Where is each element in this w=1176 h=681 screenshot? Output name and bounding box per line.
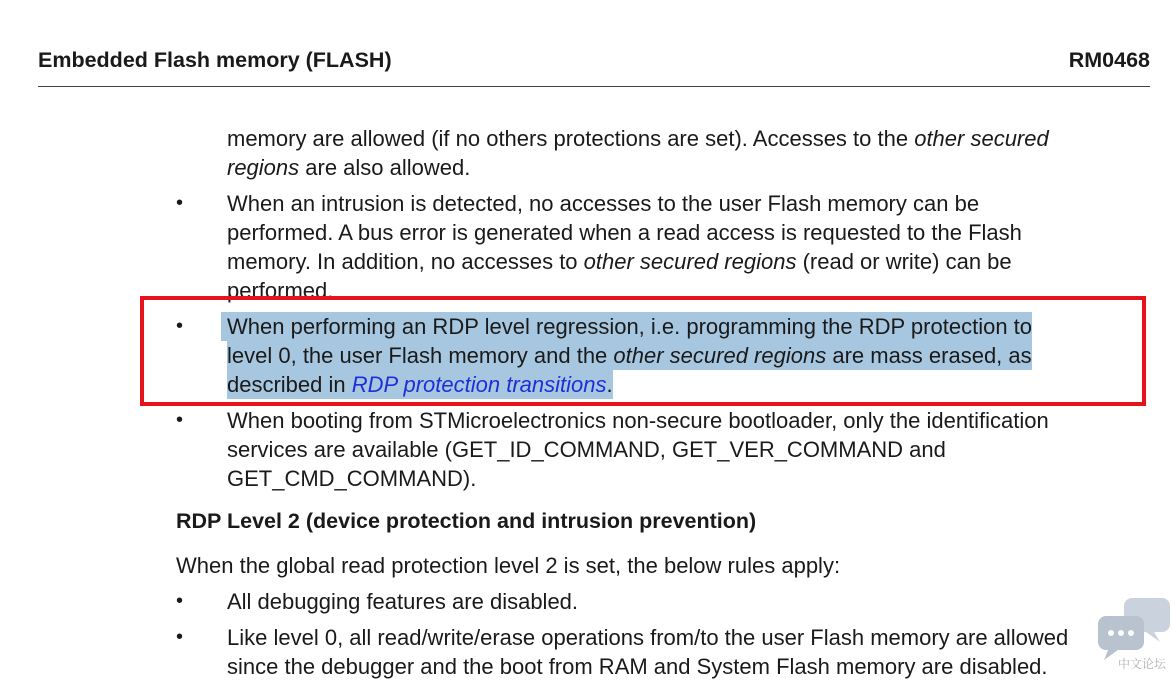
list-item-level0: [227, 623, 1068, 681]
bullet-marker: •: [176, 409, 184, 431]
text-line: When an intrusion is detected, no accesses to the user Flash memory can be: [227, 191, 980, 216]
page-header: [38, 48, 1150, 88]
list-item-intrusion: [227, 189, 1022, 305]
italic-term: regions: [227, 155, 300, 180]
italic-term: other secured: [914, 126, 1049, 151]
text-run: (read or write) can be: [796, 249, 1012, 274]
text-run: memory are allowed (if no others protections are set). Accesses to the: [227, 126, 915, 151]
text-line: When booting from STMicroelectronics non-secure bootloader, only the identification: [227, 408, 1049, 433]
header-divider: [38, 86, 1150, 87]
text-line: performed.: [227, 278, 334, 303]
highlighted-text-line: [227, 341, 1032, 370]
list-item-debugging: [227, 587, 578, 616]
text-run: .: [606, 372, 613, 397]
watermark-text: 中文论坛: [1118, 657, 1167, 671]
highlighted-text-line: [227, 370, 613, 399]
text-line: GET_CMD_COMMAND).: [227, 466, 477, 491]
highlighted-text-line: When performing an RDP level regression, i.e. programming the RDP protection to: [221, 312, 1032, 341]
text-run: described in: [227, 372, 352, 397]
bullet-marker: •: [176, 626, 184, 648]
text-line: When the global read protection level 2 is set, the below rules apply:: [176, 553, 841, 578]
intro-paragraph: [176, 551, 840, 580]
text-line: services are available (GET_ID_COMMAND, GET_VER_COMMAND and: [227, 437, 946, 462]
text-run: are mass erased, as: [826, 343, 1032, 368]
continuation-paragraph: [227, 124, 1049, 182]
text-run: level 0, the user Flash memory and the: [227, 343, 614, 368]
rdp-transitions-link[interactable]: RDP protection transitions: [351, 372, 607, 397]
text-line: performed. A bus error is generated when a read access is requested to the Flash: [227, 220, 1022, 245]
section-title: Embedded Flash memory (FLASH): [38, 48, 392, 72]
text-line: All debugging features are disabled.: [227, 589, 579, 614]
list-item-bootloader: [227, 406, 1049, 493]
italic-term: other secured regions: [583, 249, 797, 274]
text-line: Like level 0, all read/write/erase operations from/to the user Flash memory are allowed: [227, 625, 1069, 650]
text-line: since the debugger and the boot from RAM and System Flash memory are disabled.: [227, 654, 1048, 679]
bullet-marker: •: [176, 590, 184, 612]
bullet-marker: •: [176, 192, 184, 214]
subsection-heading: RDP Level 2 (device protection and intrusion prevention): [176, 509, 757, 533]
text-run: memory. In addition, no accesses to: [227, 249, 584, 274]
italic-term: other secured regions: [613, 343, 827, 368]
text-run: are also allowed.: [299, 155, 471, 180]
bullet-marker: •: [176, 315, 184, 337]
document-code: RM0468: [1068, 48, 1150, 72]
list-item-rdp-regression: [227, 312, 1032, 399]
